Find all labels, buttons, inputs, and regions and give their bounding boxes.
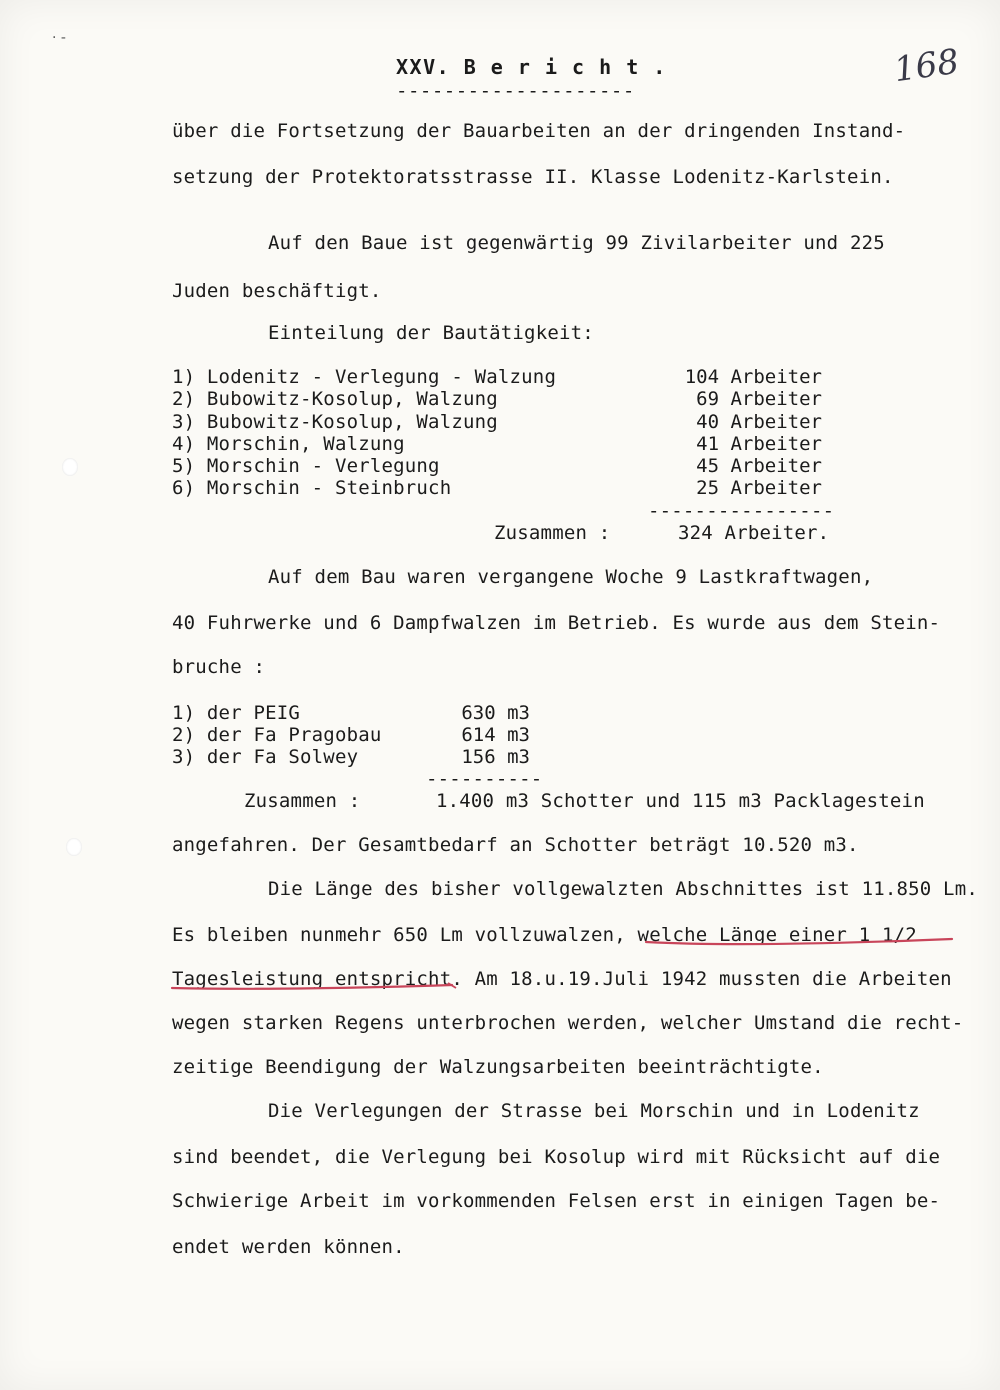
work-item-count: 40 Arbeiter: [696, 411, 822, 433]
quarry-item-label: 2) der Fa Pragobau: [172, 724, 382, 746]
paragraph-2-line-1: Auf dem Bau waren vergangene Woche 9 Lastkraftwagen,: [268, 566, 874, 588]
work-item-label: 3) Bubowitz-Kosolup, Walzung: [172, 411, 498, 433]
paragraph-4-line-2: Es bleiben nunmehr 650 Lm vollzuwalzen, welche Länge einer 1 1/2: [172, 924, 917, 946]
paragraph-4-line-4: wegen starken Regens unterbrochen werden, welcher Umstand die recht-: [172, 1012, 964, 1034]
subtitle-line-1: über die Fortsetzung der Bauarbeiten an der dringenden Instand-: [172, 120, 906, 142]
work-item-count: 45 Arbeiter: [696, 455, 822, 477]
quarry-item-label: 1) der PEIG: [172, 702, 301, 724]
work-total-rule: ----------------: [648, 500, 835, 522]
quarry-total-text: 1.400 m3 Schotter und 115 m3 Packlagestein: [436, 790, 925, 812]
paragraph-2-line-3: bruche :: [172, 656, 266, 678]
quarry-item-amount: 156 m3: [461, 746, 530, 768]
work-item-label: 1) Lodenitz - Verlegung - Walzung: [172, 366, 557, 388]
quarry-item-amount: 630 m3: [461, 702, 530, 724]
work-total-label: Zusammen :: [494, 522, 611, 544]
quarry-total-rule: ----------: [426, 768, 543, 790]
paragraph-2-line-2: 40 Fuhrwerke und 6 Dampfwalzen im Betrieb. Es wurde aus dem Stein-: [172, 612, 941, 634]
corner-mark: · -: [52, 30, 66, 46]
work-item-label: 2) Bubowitz-Kosolup, Walzung: [172, 388, 498, 410]
paragraph-4-line-3: Tagesleistung entspricht. Am 18.u.19.Juli 1942 mussten die Arbeiten: [172, 968, 952, 990]
work-item-label: 6) Morschin - Steinbruch: [172, 477, 452, 499]
work-item-count: 41 Arbeiter: [696, 433, 822, 455]
subtitle-line-2: setzung der Protektoratsstrasse II. Klasse Lodenitz-Karlstein.: [172, 166, 894, 188]
paragraph-5-line-2: sind beendet, die Verlegung bei Kosolup wird mit Rücksicht auf die: [172, 1146, 941, 1168]
work-item-count: 69 Arbeiter: [696, 388, 822, 410]
folio-number: 168: [891, 41, 962, 91]
work-item-label: 5) Morschin - Verlegung: [172, 455, 440, 477]
paragraph-4-line-5: zeitige Beendigung der Walzungsarbeiten beeinträchtigte.: [172, 1056, 824, 1078]
quarry-total-label: Zusammen :: [244, 790, 361, 812]
title-underline: --------------------: [396, 80, 635, 102]
paragraph-5-line-3: Schwierige Arbeit im vorkommenden Felsen erst in einigen Tagen be-: [172, 1190, 941, 1212]
work-item-count: 25 Arbeiter: [696, 477, 822, 499]
paragraph-1-line-1: Auf den Baue ist gegenwärtig 99 Zivilarbeiter und 225: [268, 232, 885, 254]
report-title: XXV. B e r i c h t .: [396, 55, 667, 79]
paragraph-5-line-4: endet werden können.: [172, 1236, 405, 1258]
work-total-value: 324 Arbeiter.: [678, 522, 830, 544]
paragraph-3-line-1: angefahren. Der Gesamtbedarf an Schotter beträgt 10.520 m3.: [172, 834, 859, 856]
work-item-label: 4) Morschin, Walzung: [172, 433, 405, 455]
quarry-item-amount: 614 m3: [461, 724, 530, 746]
division-heading: Einteilung der Bautätigkeit:: [268, 322, 594, 344]
paragraph-5-line-1: Die Verlegungen der Strasse bei Morschin und in Lodenitz: [268, 1100, 920, 1122]
quarry-item-label: 3) der Fa Solwey: [172, 746, 359, 768]
paragraph-4-line-1: Die Länge des bisher vollgewalzten Abschnittes ist 11.850 Lm.: [268, 878, 978, 900]
work-item-count: 104 Arbeiter: [684, 366, 822, 388]
paragraph-1-line-2: Juden beschäftigt.: [172, 280, 382, 302]
